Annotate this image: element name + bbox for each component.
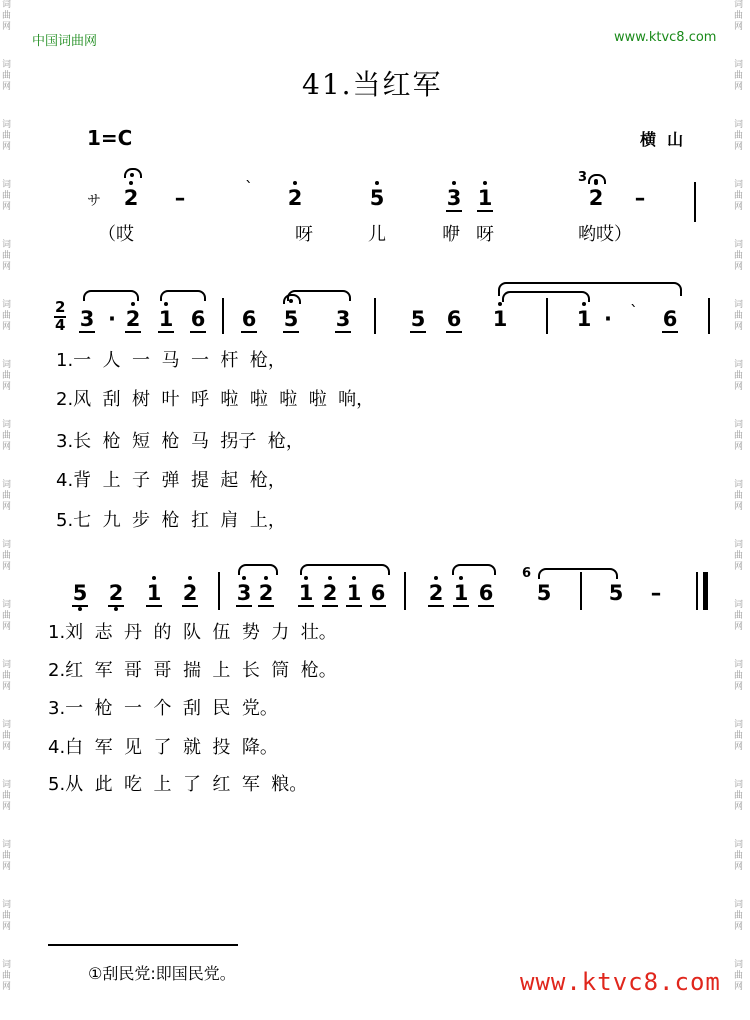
watermark-gap — [734, 33, 748, 60]
watermark-char: 词 — [734, 540, 744, 550]
verse-lyric-line — [48, 656, 337, 682]
footer-logo: www.ktvc8.com — [520, 968, 721, 996]
watermark-char: 网 — [734, 862, 744, 872]
watermark-char: 网 — [734, 322, 744, 332]
verse-lyric-line — [48, 694, 278, 720]
grace-note: 6 — [522, 566, 532, 581]
barline — [374, 298, 376, 334]
watermark-char: 曲 — [734, 191, 744, 201]
watermark-char: 词 — [734, 360, 744, 370]
note: 3 — [335, 307, 351, 331]
watermark-char: 网 — [2, 682, 12, 692]
note: 1 — [346, 581, 362, 605]
watermark-gap — [734, 153, 748, 180]
watermark-char: 词 — [2, 600, 12, 610]
watermark-char: 词 — [734, 240, 744, 250]
watermark-char: 曲 — [734, 611, 744, 621]
note: 6 — [241, 307, 257, 331]
watermark-char: 网 — [734, 622, 744, 632]
intro-lyric: 咿 — [442, 224, 460, 245]
watermark-gap — [734, 393, 748, 420]
note: 2 — [322, 581, 338, 605]
watermark-gap — [2, 93, 16, 120]
note: 1 — [158, 307, 174, 331]
note: 1 — [298, 581, 314, 605]
watermark-char: 曲 — [2, 551, 12, 561]
verse-lyric-line — [48, 618, 337, 644]
region-label: 横 山 — [640, 130, 684, 149]
watermark-gap — [2, 813, 16, 840]
watermark-char: 曲 — [734, 311, 744, 321]
watermark-char: 曲 — [2, 191, 12, 201]
watermark-char: 网 — [734, 742, 744, 752]
watermark-char: 词 — [2, 900, 12, 910]
watermark-char: 网 — [2, 82, 12, 92]
barline — [404, 572, 406, 610]
note: 2 — [123, 186, 139, 210]
footnote-rule — [48, 944, 238, 946]
watermark-char: 词 — [734, 600, 744, 610]
watermark-char: 词 — [734, 840, 744, 850]
intro-lyric: 呀 — [476, 224, 494, 245]
watermark-char: 曲 — [734, 551, 744, 561]
watermark-char: 网 — [734, 382, 744, 392]
footnote: ①刮民党:即国民党。 — [88, 964, 236, 983]
watermark-char: 词 — [734, 120, 744, 130]
key-signature: 1=C — [87, 126, 133, 150]
watermark-gap — [2, 933, 16, 960]
lyric-text: 3.长 枪 短 枪 马 拐子 枪， — [56, 431, 304, 452]
watermark-char: 词 — [734, 480, 744, 490]
lyric-text: 5.从 此 吃 上 了 红 军 粮。 — [48, 774, 308, 795]
watermark-char: 词 — [2, 420, 12, 430]
watermark-gap — [2, 993, 16, 1020]
watermark-char: 网 — [734, 682, 744, 692]
watermark-char: 网 — [2, 382, 12, 392]
time-sig-top: 2 — [55, 298, 66, 316]
watermark-gap — [2, 633, 16, 660]
note: 1 — [146, 581, 162, 605]
watermark-gap — [2, 693, 16, 720]
note: 2 — [287, 186, 303, 210]
watermark-char: 词 — [734, 0, 744, 10]
dash: – — [174, 186, 186, 210]
watermark-gap — [2, 273, 16, 300]
watermark-char: 曲 — [734, 371, 744, 381]
watermark-char: 曲 — [734, 131, 744, 141]
note: 5 — [72, 581, 88, 605]
watermark-char: 网 — [2, 622, 12, 632]
tie — [538, 568, 618, 579]
watermark-char: 词 — [2, 120, 12, 130]
note: 5 — [369, 186, 385, 210]
watermark-char: 网 — [2, 322, 12, 332]
watermark-char: 曲 — [734, 491, 744, 501]
verse-lyric-line — [56, 466, 286, 492]
watermark-char: 网 — [2, 502, 12, 512]
verse-lyric-line — [56, 427, 304, 453]
note: 6 — [446, 307, 462, 331]
watermark-char: 曲 — [2, 971, 12, 981]
watermark-char: 词 — [2, 660, 12, 670]
breath-mark: ˋ — [245, 178, 253, 197]
watermark-char: 网 — [2, 442, 12, 452]
lyric-text: 4.白 军 见 了 就 投 降。 — [48, 737, 278, 758]
watermark-gap — [2, 213, 16, 240]
watermark-char: 词 — [2, 960, 12, 970]
lyric-text: 1.刘 志 丹 的 队 伍 势 力 壮。 — [48, 622, 337, 643]
watermark-char: 曲 — [734, 911, 744, 921]
watermark-gap — [734, 453, 748, 480]
watermark-char: 曲 — [2, 431, 12, 441]
watermark-char: 曲 — [2, 611, 12, 621]
watermark-char: 网 — [2, 142, 12, 152]
note: 3 — [79, 307, 95, 331]
watermark-char: 词 — [2, 480, 12, 490]
lyric-text: 4.背 上 子 弹 提 起 枪， — [56, 470, 286, 491]
watermark-char: 词 — [2, 0, 12, 10]
watermark-char: 词 — [734, 780, 744, 790]
watermark-char: 网 — [734, 982, 744, 992]
watermark-char: 词 — [2, 180, 12, 190]
note: 5 — [410, 307, 426, 331]
watermark-gap — [734, 753, 748, 780]
watermark-char: 曲 — [734, 431, 744, 441]
watermark-char: 网 — [734, 82, 744, 92]
barline — [218, 572, 220, 610]
watermark-char: 曲 — [2, 371, 12, 381]
watermark-char: 网 — [2, 802, 12, 812]
note: 1 — [453, 581, 469, 605]
note: 6 — [662, 307, 678, 331]
watermark-char: 网 — [2, 22, 12, 32]
note: 2 — [428, 581, 444, 605]
watermark-char: 曲 — [2, 491, 12, 501]
watermark-char: 网 — [2, 862, 12, 872]
lyric-text: 5.七 九 步 枪 扛 肩 上， — [56, 510, 286, 531]
watermark-char: 曲 — [734, 791, 744, 801]
intro-lyric: 儿 — [368, 224, 386, 245]
watermark-char: 网 — [734, 442, 744, 452]
watermark-char: 网 — [2, 982, 12, 992]
slur — [160, 290, 206, 301]
note: 2 — [588, 186, 604, 210]
watermark-gap — [734, 273, 748, 300]
watermark-gap — [2, 33, 16, 60]
verse-lyric-line — [56, 346, 286, 372]
watermark-gap — [734, 693, 748, 720]
watermark-char: 词 — [734, 900, 744, 910]
watermark-char: 曲 — [2, 671, 12, 681]
watermark-char: 网 — [734, 502, 744, 512]
intro-lyric: 呀 — [295, 224, 313, 245]
watermark-gap — [2, 753, 16, 780]
lyric-text: 2.红 军 哥 哥 揣 上 长 筒 枪。 — [48, 660, 337, 681]
watermark-char: 网 — [2, 202, 12, 212]
free-rhythm-mark: サ — [87, 193, 101, 209]
watermark-char: 曲 — [734, 251, 744, 261]
slur — [300, 564, 390, 575]
watermark-gap — [734, 873, 748, 900]
watermark-gap — [734, 93, 748, 120]
barline — [222, 298, 224, 334]
watermark-char: 词 — [734, 420, 744, 430]
final-barline-thick — [703, 572, 708, 610]
watermark-char: 网 — [734, 202, 744, 212]
dot: · — [604, 307, 612, 331]
watermark-char: 网 — [2, 922, 12, 932]
note: 2 — [182, 581, 198, 605]
watermark-char: 词 — [734, 660, 744, 670]
watermark-gap — [2, 453, 16, 480]
note: 5 — [283, 307, 299, 331]
watermark-char: 词 — [2, 60, 12, 70]
watermark-char: 网 — [734, 922, 744, 932]
watermark-gap — [2, 513, 16, 540]
time-sig-bottom: 4 — [55, 316, 66, 334]
dash: – — [634, 186, 646, 210]
lyric-text: 1.一 人 一 马 一 杆 枪， — [56, 350, 286, 371]
watermark-char: 词 — [734, 300, 744, 310]
watermark-char: 网 — [734, 802, 744, 812]
verse-lyric-line — [48, 733, 278, 759]
watermark-gap — [734, 993, 748, 1020]
watermark-char: 网 — [2, 262, 12, 272]
watermark-gap — [2, 873, 16, 900]
note: 5 — [536, 581, 552, 605]
watermark-char: 曲 — [2, 911, 12, 921]
watermark-char: 曲 — [2, 311, 12, 321]
watermark-char: 曲 — [2, 11, 12, 21]
watermark-gap — [2, 393, 16, 420]
watermark-char: 词 — [734, 720, 744, 730]
slur — [452, 564, 496, 575]
watermark-char: 词 — [2, 780, 12, 790]
watermark-char: 词 — [2, 840, 12, 850]
watermark-gap — [734, 513, 748, 540]
watermark-gap — [734, 633, 748, 660]
barline — [546, 298, 548, 334]
watermark-char: 曲 — [2, 251, 12, 261]
barline — [708, 298, 710, 334]
note: 6 — [370, 581, 386, 605]
dash: – — [650, 581, 662, 605]
watermark-char: 曲 — [2, 851, 12, 861]
watermark-char: 曲 — [734, 71, 744, 81]
note: 2 — [108, 581, 124, 605]
verse-lyric-line — [56, 506, 286, 532]
watermark-gap — [2, 153, 16, 180]
watermark-char: 词 — [2, 360, 12, 370]
dot: · — [108, 307, 116, 331]
note: 2 — [258, 581, 274, 605]
watermark-char: 网 — [734, 262, 744, 272]
note: 2 — [125, 307, 141, 331]
watermark-char: 曲 — [734, 671, 744, 681]
watermark-char: 词 — [2, 720, 12, 730]
intro-lyric: 哟哎） — [578, 224, 632, 245]
watermark-char: 词 — [2, 240, 12, 250]
watermark-gap — [734, 333, 748, 360]
slur — [287, 290, 351, 301]
intro-lyric: （哎 — [98, 224, 134, 245]
watermark-char: 词 — [734, 960, 744, 970]
watermark-char: 网 — [734, 142, 744, 152]
watermark-gap — [734, 213, 748, 240]
watermark-char: 曲 — [2, 731, 12, 741]
barline — [580, 572, 582, 610]
note: 5 — [608, 581, 624, 605]
watermark-gap — [734, 573, 748, 600]
watermark-left — [2, 0, 16, 1020]
note: 1 — [477, 186, 493, 210]
watermark-char: 曲 — [2, 791, 12, 801]
breath-mark: ˋ — [630, 302, 638, 321]
verse-lyric-line — [48, 770, 307, 796]
watermark-char: 曲 — [734, 11, 744, 21]
note: 3 — [446, 186, 462, 210]
watermark-char: 曲 — [2, 71, 12, 81]
slur — [83, 290, 139, 301]
watermark-gap — [2, 573, 16, 600]
watermark-char: 词 — [2, 540, 12, 550]
watermark-gap — [2, 333, 16, 360]
site-url-right: www.ktvc8.com — [614, 30, 717, 45]
verse-lyric-line — [56, 385, 374, 411]
note: 3 — [236, 581, 252, 605]
slur — [238, 564, 278, 575]
grace-note: 3 — [578, 170, 588, 185]
watermark-char: 网 — [734, 22, 744, 32]
final-barline-thin — [696, 572, 698, 610]
watermark-gap — [734, 933, 748, 960]
watermark-char: 曲 — [734, 731, 744, 741]
lyric-text: 2.风 刮 树 叶 呼 啦 啦 啦 啦 响， — [56, 389, 375, 410]
site-name-left: 中国词曲网 — [32, 34, 98, 49]
watermark-char: 网 — [2, 742, 12, 752]
lyric-text: 3.一 枪 一 个 刮 民 党。 — [48, 698, 278, 719]
page-title: 41.当红军 — [302, 68, 443, 101]
note: 1 — [576, 307, 592, 331]
note: 1 — [492, 307, 508, 331]
watermark-char: 词 — [734, 180, 744, 190]
note: 6 — [478, 581, 494, 605]
watermark-char: 曲 — [734, 851, 744, 861]
fermata-icon — [124, 168, 142, 178]
watermark-char: 曲 — [2, 131, 12, 141]
watermark-char: 网 — [2, 562, 12, 572]
watermark-gap — [734, 813, 748, 840]
watermark-char: 词 — [734, 60, 744, 70]
watermark-char: 曲 — [734, 971, 744, 981]
note: 6 — [190, 307, 206, 331]
watermark-char: 词 — [2, 300, 12, 310]
watermark-char: 网 — [734, 562, 744, 572]
barline — [694, 182, 696, 222]
watermark-right — [734, 0, 748, 1020]
